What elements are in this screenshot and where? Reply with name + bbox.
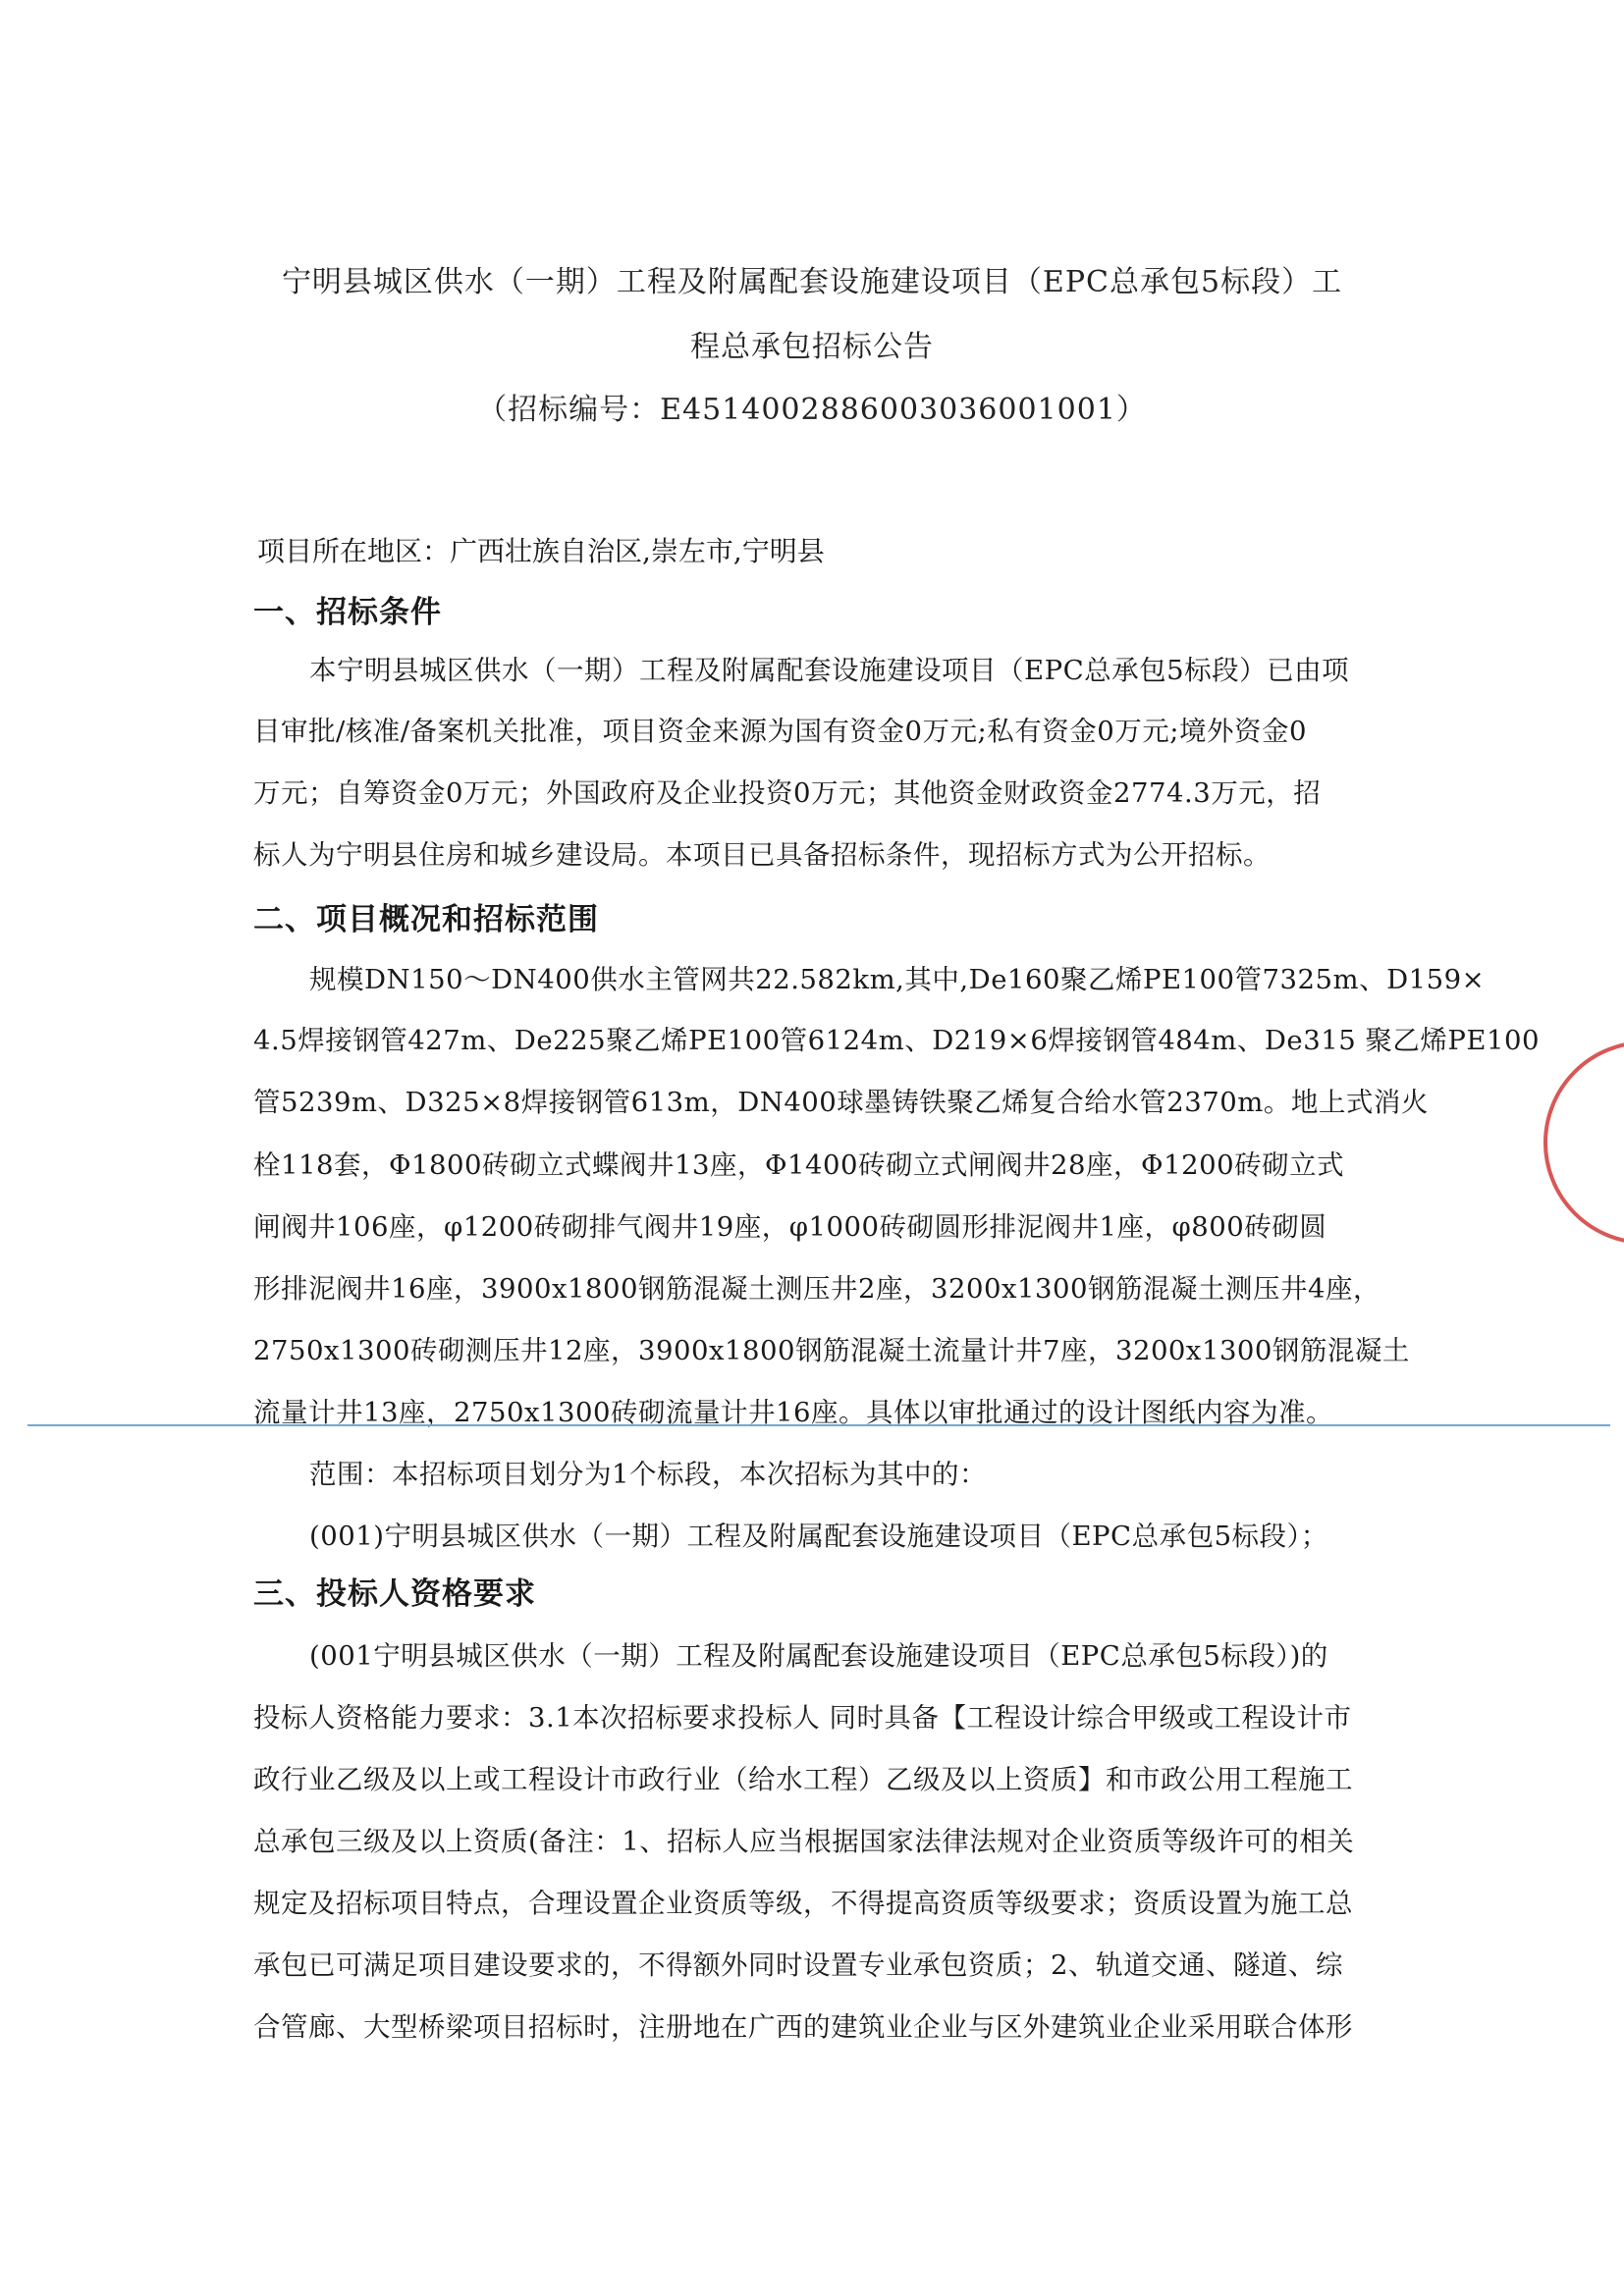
section2-paragraph-line: 形排泥阀井16座，3900x1800钢筋混凝土测压井2座，3200x1300钢筋混凝土测压井4座， <box>253 1273 1380 1305</box>
section3-paragraph-line: 政行业乙级及以上或工程设计市政行业（给水工程）乙级及以上资质】和市政公用工程施工 <box>253 1764 1353 1795</box>
section1-paragraph-line: 标人为宁明县住房和城乡建设局。本项目已具备招标条件，现招标方式为公开招标。 <box>253 839 1271 871</box>
tender-lot: (001)宁明县城区供水（一期）工程及附属配套设施建设项目（EPC总承包5标段）； <box>309 1521 1328 1552</box>
notice-title-line-2: 程总承包招标公告 <box>690 330 934 364</box>
section1-paragraph-line: 万元；自筹资金0万元；外国政府及企业投资0万元；其他资金财政资金2774.3万元，招 <box>253 777 1322 809</box>
official-seal-stamp <box>1543 1041 1624 1245</box>
tender-number: （招标编号：E4514002886003036001001） <box>477 393 1147 427</box>
section2-paragraph-line: 2750x1300砖砌测压井12座，3900x1800钢筋混凝土流量计井7座，3200x1300钢筋混凝土 <box>253 1335 1410 1366</box>
notice-title-line-1: 宁明县城区供水（一期）工程及附属配套设施建设项目（EPC总承包5标段）工 <box>281 265 1343 299</box>
section2-paragraph-line: 4.5焊接钢管427m、De225聚乙烯PE100管6124m、D219×6焊接钢管484m、De315 聚乙烯PE100 <box>253 1025 1541 1056</box>
section-heading-qualifications: 三、投标人资格要求 <box>253 1576 536 1612</box>
section-heading-conditions: 一、招标条件 <box>253 595 442 630</box>
scan-divider-line <box>27 1424 1610 1426</box>
section3-paragraph-line: 规定及招标项目特点，合理设置企业资质等级，不得提高资质等级要求；资质设置为施工总 <box>253 1888 1353 1919</box>
section3-paragraph-line: 合管廊、大型桥梁项目招标时，注册地在广西的建筑业企业与区外建筑业企业采用联合体形 <box>253 2011 1353 2043</box>
section2-paragraph-line: 管5239m、D325×8焊接钢管613m，DN400球墨铸铁聚乙烯复合给水管2370m。地上式消火 <box>253 1087 1429 1118</box>
section3-paragraph-line: (001宁明县城区供水（一期）工程及附属配套设施建设项目（EPC总承包5标段）)的 <box>309 1640 1328 1672</box>
project-location: 项目所在地区：广西壮族自治区,崇左市,宁明县 <box>257 535 825 567</box>
tender-scope: 范围：本招标项目划分为1个标段，本次招标为其中的： <box>309 1459 987 1490</box>
section3-paragraph-line: 承包已可满足项目建设要求的，不得额外同时设置专业承包资质；2、轨道交通、隧道、综 <box>253 1949 1343 1981</box>
section1-paragraph-line: 本宁明县城区供水（一期）工程及附属配套设施建设项目（EPC总承包5标段）已由项 <box>309 655 1350 686</box>
section2-paragraph-line: 闸阀井106座，φ1200砖砌排气阀井19座，φ1000砖砌圆形排泥阀井1座，φ800砖砌圆 <box>253 1211 1327 1243</box>
section1-paragraph-line: 目审批/核准/备案机关批准，项目资金来源为国有资金0万元;私有资金0万元;境外资金0 <box>253 716 1308 747</box>
section2-paragraph-line: 规模DN150～DN400供水主管网共22.582km,其中,De160聚乙烯PE100管7325m、D159× <box>309 964 1486 995</box>
section2-paragraph-line: 栓118套，Φ1800砖砌立式蝶阀井13座，Φ1400砖砌立式闸阀井28座，Φ1200砖砌立式 <box>253 1149 1345 1181</box>
section2-paragraph-line: 流量计井13座，2750x1300砖砌流量计井16座。具体以审批通过的设计图纸内容为准。 <box>253 1397 1333 1428</box>
section3-paragraph-line: 总承包三级及以上资质(备注：1、招标人应当根据国家法律法规对企业资质等级许可的相关 <box>253 1826 1355 1857</box>
section-heading-overview: 二、项目概况和招标范围 <box>253 902 599 937</box>
section3-paragraph-line: 投标人资格能力要求：3.1本次招标要求投标人 同时具备【工程设计综合甲级或工程设计市 <box>253 1702 1352 1734</box>
